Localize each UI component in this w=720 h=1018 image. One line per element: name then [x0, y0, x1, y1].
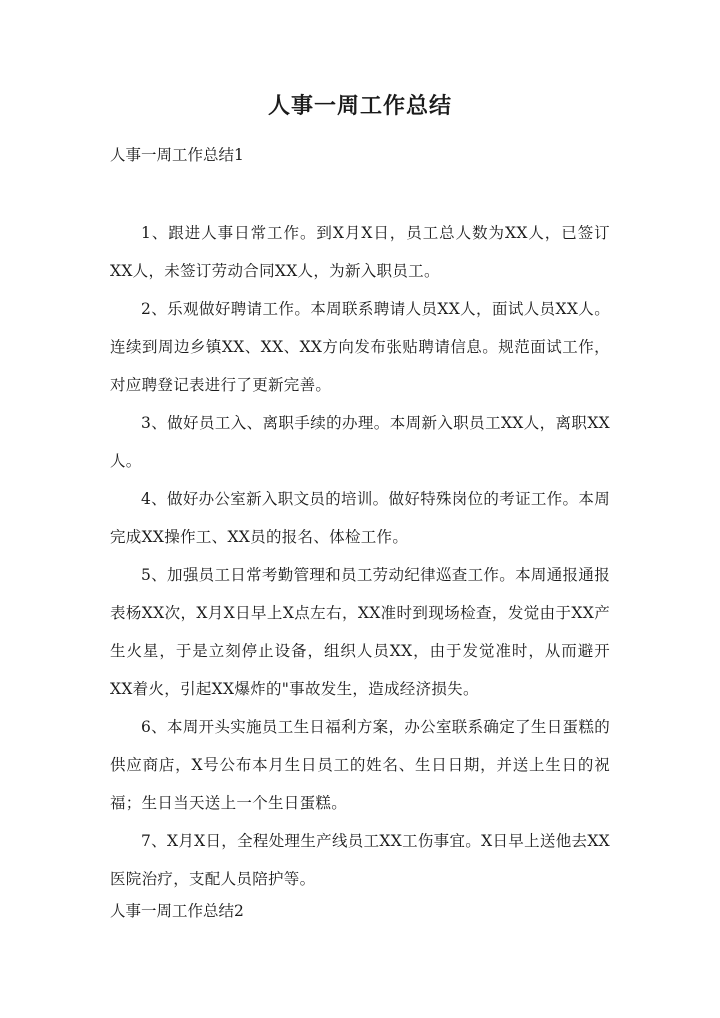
- paragraph-6: 6、本周开头实施员工生日福利方案，办公室联系确定了生日蛋糕的供应商店，X号公布本月生日员工的姓名、生日日期，并送上生日的祝福；生日当天送上一个生日蛋糕。: [110, 718, 610, 812]
- paragraph-4: 4、做好办公室新入职文员的培训。做好特殊岗位的考证工作。本周完成XX操作工、XX员的报名、体检工作。: [110, 490, 610, 546]
- section-heading-1: 人事一周工作总结1: [110, 146, 244, 164]
- section-heading-2: 人事一周工作总结2: [110, 902, 244, 920]
- document-title: 人事一周工作总结: [267, 93, 452, 119]
- paragraph-5: 5、加强员工日常考勤管理和员工劳动纪律巡查工作。本周通报通报表杨XX次，X月X日早上X点左右，XX准时到现场检查，发觉由于XX产生火星，于是立刻停止设备，组织人员XX，由于发觉准时，从而避开XX着火，引起XX爆炸的"事故发生，造成经济损失。: [110, 566, 610, 698]
- paragraph-2: 2、乐观做好聘请工作。本周联系聘请人员XX人，面试人员XX人。连续到周边乡镇XX、XX、XX方向发布张贴聘请信息。规范面试工作，对应聘登记表进行了更新完善。: [110, 300, 610, 394]
- document-body: [110, 214, 610, 898]
- paragraph-3: 3、做好员工入、离职手续的办理。本周新入职员工XX人，离职XX人。: [110, 414, 610, 470]
- paragraph-1: 1、跟进人事日常工作。到X月X日，员工总人数为XX人，已签订XX人，未签订劳动合同XX人，为新入职员工。: [110, 224, 610, 280]
- paragraph-7: 7、X月X日，全程处理生产线员工XX工伤事宜。X日早上送他去XX医院治疗，支配人员陪护等。: [110, 832, 610, 888]
